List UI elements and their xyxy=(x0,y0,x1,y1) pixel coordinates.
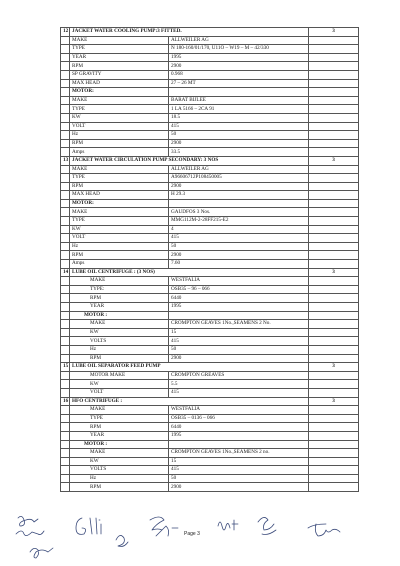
section-header-row xyxy=(61,28,359,37)
spec-value: 0.968 xyxy=(169,70,309,79)
spec-row-index-cell xyxy=(61,225,70,234)
spec-row-index-cell xyxy=(61,208,70,217)
spec-qty-cell xyxy=(309,466,359,475)
spec-row xyxy=(61,449,359,458)
spec-label: KW xyxy=(70,328,169,337)
spec-row-index-cell xyxy=(61,345,70,354)
spec-label: SP GRAVITY xyxy=(70,70,169,79)
spec-row-index-cell xyxy=(61,457,70,466)
section-quantity: 3 xyxy=(309,268,359,277)
spec-qty-cell xyxy=(309,217,359,226)
spec-label: RPM xyxy=(70,62,169,71)
spec-label: MAKE xyxy=(70,36,169,45)
spec-qty-cell xyxy=(309,423,359,432)
spec-qty-cell xyxy=(309,285,359,294)
spec-row xyxy=(61,242,359,251)
spec-row-index-cell xyxy=(61,440,70,449)
spec-value: CROMPTON GREAVES xyxy=(169,371,309,380)
spec-qty-cell xyxy=(309,122,359,131)
spec-value: 50 xyxy=(169,242,309,251)
spec-label: TYPE xyxy=(70,174,169,183)
spec-row xyxy=(61,251,359,260)
spec-label: RPM xyxy=(70,423,169,432)
spec-label: KW xyxy=(70,380,169,389)
spec-label: TYPE xyxy=(70,105,169,114)
spec-qty-cell xyxy=(309,70,359,79)
spec-label: RPM xyxy=(70,182,169,191)
spec-row xyxy=(61,70,359,79)
spec-qty-cell xyxy=(309,345,359,354)
spec-label: TYPE xyxy=(70,414,169,423)
spec-qty-cell xyxy=(309,191,359,200)
spec-value: 18.5 xyxy=(169,113,309,122)
spec-value: OSB35 – 0136 – 066 xyxy=(169,414,309,423)
spec-qty-cell xyxy=(309,182,359,191)
spec-row-index-cell xyxy=(61,294,70,303)
spec-row xyxy=(61,53,359,62)
spec-row-index-cell xyxy=(61,431,70,440)
spec-value-empty xyxy=(169,440,309,449)
spec-row xyxy=(61,131,359,140)
spec-label: MAKE xyxy=(70,277,169,286)
spec-value: 4 xyxy=(169,225,309,234)
spec-label: MAX HEAD xyxy=(70,79,169,88)
spec-row xyxy=(61,174,359,183)
spec-row xyxy=(61,483,359,492)
spec-qty-cell xyxy=(309,113,359,122)
spec-value: 33.5 xyxy=(169,148,309,157)
spec-label: YEAR xyxy=(70,431,169,440)
spec-value-empty xyxy=(169,199,309,208)
spec-value: H 29.3 xyxy=(169,191,309,200)
spec-value: 1995 xyxy=(169,303,309,312)
spec-row xyxy=(61,217,359,226)
spec-row-index-cell xyxy=(61,131,70,140)
spec-qty-cell xyxy=(309,431,359,440)
spec-label: VOLT xyxy=(70,122,169,131)
spec-row-index-cell xyxy=(61,406,70,415)
spec-row xyxy=(61,113,359,122)
spec-row xyxy=(61,414,359,423)
signatures-graphic xyxy=(0,512,400,566)
spec-qty-cell xyxy=(309,371,359,380)
spec-row xyxy=(61,79,359,88)
section-title: JACKET WATER CIRCULATION PUMP SECONDARY: 3 NOS xyxy=(70,156,309,165)
spec-row xyxy=(61,96,359,105)
spec-qty-cell xyxy=(309,320,359,329)
spec-row xyxy=(61,466,359,475)
spec-label: RPM xyxy=(70,354,169,363)
spec-value: 7.60 xyxy=(169,260,309,269)
spec-row-index-cell xyxy=(61,62,70,71)
spec-value: 2900 xyxy=(169,483,309,492)
spec-value: CROMPTON GEAVES 1No.,SEAMENS 2 No. xyxy=(169,320,309,329)
section-number: 16 xyxy=(61,397,70,406)
spec-label: KW xyxy=(70,225,169,234)
spec-row xyxy=(61,474,359,483)
spec-value: 50 xyxy=(169,345,309,354)
motor-subheader: MOTOR: xyxy=(70,199,169,208)
section-header-row xyxy=(61,363,359,372)
spec-label: VOLTS xyxy=(70,337,169,346)
section-quantity: 3 xyxy=(309,397,359,406)
spec-qty-cell xyxy=(309,208,359,217)
spec-qty-cell xyxy=(309,474,359,483)
spec-value: ALLWEILER AG xyxy=(169,36,309,45)
signature-7 xyxy=(218,520,238,530)
spec-label: Hz xyxy=(70,131,169,140)
spec-qty-cell xyxy=(309,148,359,157)
spec-row-index-cell xyxy=(61,337,70,346)
spec-row-index-cell xyxy=(61,423,70,432)
spec-row xyxy=(61,148,359,157)
section-quantity: 3 xyxy=(309,28,359,37)
spec-row xyxy=(61,303,359,312)
spec-value: 2900 xyxy=(169,251,309,260)
spec-row-index-cell xyxy=(61,242,70,251)
spec-row xyxy=(61,36,359,45)
spec-value: BARAT BIJLEE xyxy=(169,96,309,105)
spec-value: A96606712P108450005 xyxy=(169,174,309,183)
spec-qty-cell xyxy=(309,251,359,260)
signature-2 xyxy=(16,531,44,536)
spec-qty-cell xyxy=(309,45,359,54)
motor-subheader: MOTOR : xyxy=(70,311,169,320)
spec-row-index-cell xyxy=(61,285,70,294)
spec-row-index-cell xyxy=(61,45,70,54)
spec-row-index-cell xyxy=(61,36,70,45)
spec-label: MAKE xyxy=(70,406,169,415)
spec-label: YEAR xyxy=(70,53,169,62)
motor-subheader-row xyxy=(61,440,359,449)
signature-9 xyxy=(308,524,340,536)
signature-5 xyxy=(116,535,128,546)
spec-label: MAKE xyxy=(70,449,169,458)
spec-qty-cell xyxy=(309,303,359,312)
spec-value: 1995 xyxy=(169,53,309,62)
spec-row-index-cell xyxy=(61,449,70,458)
spec-qty-cell xyxy=(309,242,359,251)
spec-qty-cell xyxy=(309,483,359,492)
spec-qty-cell xyxy=(309,414,359,423)
spec-row xyxy=(61,139,359,148)
motor-subheader: MOTOR: xyxy=(70,88,169,97)
spec-value: MMG112M-2-28FF215-E2 xyxy=(169,217,309,226)
signature-4 xyxy=(76,518,101,534)
spec-row-index-cell xyxy=(61,79,70,88)
spec-qty-cell xyxy=(309,79,359,88)
spec-row-index-cell xyxy=(61,139,70,148)
spec-row-index-cell xyxy=(61,311,70,320)
spec-row-index-cell xyxy=(61,371,70,380)
spec-value: 2900 xyxy=(169,182,309,191)
section-title: HFO CENTRIFUGE : xyxy=(70,397,309,406)
spec-row-index-cell xyxy=(61,199,70,208)
spec-value: WESTFALIA xyxy=(169,406,309,415)
spec-value: 50 xyxy=(169,474,309,483)
spec-label: MOTOR MAKE xyxy=(70,371,169,380)
spec-row xyxy=(61,294,359,303)
spec-row-index-cell xyxy=(61,191,70,200)
spec-row-index-cell xyxy=(61,483,70,492)
spec-value: 1 LA 5166 – 2CA 91 xyxy=(169,105,309,114)
spec-value: 415 xyxy=(169,122,309,131)
spec-row xyxy=(61,320,359,329)
section-number: 12 xyxy=(61,28,70,37)
spec-row xyxy=(61,285,359,294)
spec-qty-cell xyxy=(309,199,359,208)
spec-label: TYPE: xyxy=(70,285,169,294)
spec-value: 415 xyxy=(169,388,309,397)
section-title: JACKET WATER COOLING PUMP:3 FITTED. xyxy=(70,28,309,37)
spec-row-index-cell xyxy=(61,354,70,363)
spec-qty-cell xyxy=(309,174,359,183)
spec-row-index-cell xyxy=(61,113,70,122)
spec-row-index-cell xyxy=(61,474,70,483)
section-title: LUBE OIL SEPARATOR FEED PUMP xyxy=(70,363,309,372)
spec-qty-cell xyxy=(309,260,359,269)
spec-row xyxy=(61,191,359,200)
spec-value: 415 xyxy=(169,337,309,346)
spec-label: TYPE xyxy=(70,45,169,54)
signature-footer xyxy=(0,512,400,566)
spec-row-index-cell xyxy=(61,320,70,329)
section-number: 15 xyxy=(61,363,70,372)
spec-row-index-cell xyxy=(61,96,70,105)
spec-label: RPM xyxy=(70,294,169,303)
spec-row xyxy=(61,234,359,243)
spec-qty-cell xyxy=(309,53,359,62)
spec-qty-cell xyxy=(309,294,359,303)
spec-row xyxy=(61,457,359,466)
spec-label: VOLT xyxy=(70,234,169,243)
spec-label: KW xyxy=(70,113,169,122)
spec-row xyxy=(61,345,359,354)
spec-row-index-cell xyxy=(61,251,70,260)
spec-qty-cell xyxy=(309,88,359,97)
spec-qty-cell xyxy=(309,96,359,105)
spec-qty-cell xyxy=(309,337,359,346)
spec-label: MAKE xyxy=(70,96,169,105)
spec-row xyxy=(61,328,359,337)
spec-row-index-cell xyxy=(61,88,70,97)
motor-subheader-row xyxy=(61,88,359,97)
spec-value: 5.5 xyxy=(169,380,309,389)
spec-value: 6440 xyxy=(169,294,309,303)
motor-subheader: MOTOR : xyxy=(70,440,169,449)
spec-row xyxy=(61,45,359,54)
section-number: 14 xyxy=(61,268,70,277)
spec-row xyxy=(61,431,359,440)
spec-row-index-cell xyxy=(61,303,70,312)
signature-6 xyxy=(150,517,178,536)
section-header-row xyxy=(61,268,359,277)
spec-row-index-cell xyxy=(61,260,70,269)
spec-label: Amps xyxy=(70,260,169,269)
spec-qty-cell xyxy=(309,449,359,458)
spec-value: GAUDFOS 3 Nos. xyxy=(169,208,309,217)
spec-row-index-cell xyxy=(61,234,70,243)
spec-value: 15 xyxy=(169,328,309,337)
section-quantity: 3 xyxy=(309,156,359,165)
spec-label: Hz xyxy=(70,345,169,354)
spec-row xyxy=(61,337,359,346)
spec-row xyxy=(61,62,359,71)
spec-label: MAX HEAD xyxy=(70,191,169,200)
spec-label: RPM xyxy=(70,251,169,260)
spec-qty-cell xyxy=(309,234,359,243)
spec-value: N 180-160/01/170, U11O – W19 – M – 42/330 xyxy=(169,45,309,54)
spec-row xyxy=(61,371,359,380)
spec-row xyxy=(61,277,359,286)
spec-value: CROMPTON GEAVES 1No.,SEAMENS 2 no. xyxy=(169,449,309,458)
spec-label: RPM xyxy=(70,139,169,148)
spec-qty-cell xyxy=(309,406,359,415)
spec-row xyxy=(61,208,359,217)
spec-value: 27 – 26 MT xyxy=(169,79,309,88)
spec-row xyxy=(61,165,359,174)
spec-qty-cell xyxy=(309,105,359,114)
spec-row-index-cell xyxy=(61,217,70,226)
spec-label: MAKE xyxy=(70,320,169,329)
section-header-row xyxy=(61,156,359,165)
spec-value: 15 xyxy=(169,457,309,466)
spec-row-index-cell xyxy=(61,182,70,191)
spec-qty-cell xyxy=(309,62,359,71)
spec-row xyxy=(61,388,359,397)
section-number: 13 xyxy=(61,156,70,165)
spec-label: YEAR xyxy=(70,303,169,312)
spec-row xyxy=(61,105,359,114)
spec-label: MAKE xyxy=(70,208,169,217)
spec-value: OSB35 – 96 – 066 xyxy=(169,285,309,294)
section-title: LUBE OIL CENTRIFUGE : (3 NOS) xyxy=(70,268,309,277)
spec-value-empty xyxy=(169,88,309,97)
spec-row xyxy=(61,354,359,363)
spec-row-index-cell xyxy=(61,174,70,183)
spec-row-index-cell xyxy=(61,277,70,286)
spec-qty-cell xyxy=(309,354,359,363)
spec-value: 415 xyxy=(169,234,309,243)
spec-value: WESTFALIA xyxy=(169,277,309,286)
spec-row-index-cell xyxy=(61,388,70,397)
spec-value: 6440 xyxy=(169,423,309,432)
spec-row-index-cell xyxy=(61,148,70,157)
signature-1 xyxy=(18,516,38,526)
spec-qty-cell xyxy=(309,225,359,234)
spec-label: TYPE xyxy=(70,217,169,226)
signature-3 xyxy=(30,548,53,558)
spec-row-index-cell xyxy=(61,328,70,337)
spec-row-index-cell xyxy=(61,414,70,423)
spec-label: Hz xyxy=(70,242,169,251)
signature-8 xyxy=(258,517,276,534)
spec-qty-cell xyxy=(309,457,359,466)
spec-value: 2900 xyxy=(169,354,309,363)
spec-row xyxy=(61,260,359,269)
equipment-spec-table xyxy=(60,27,359,492)
spec-row-index-cell xyxy=(61,70,70,79)
spec-row-index-cell xyxy=(61,380,70,389)
motor-subheader-row xyxy=(61,311,359,320)
spec-label: VOLT xyxy=(70,388,169,397)
spec-row-index-cell xyxy=(61,122,70,131)
spec-row xyxy=(61,406,359,415)
spec-qty-cell xyxy=(309,131,359,140)
spec-value-empty xyxy=(169,311,309,320)
spec-qty-cell xyxy=(309,311,359,320)
spec-label: MAKE xyxy=(70,165,169,174)
spec-qty-cell xyxy=(309,388,359,397)
spec-qty-cell xyxy=(309,165,359,174)
spec-qty-cell xyxy=(309,328,359,337)
section-header-row xyxy=(61,397,359,406)
spec-row-index-cell xyxy=(61,105,70,114)
spec-label: VOLTS xyxy=(70,466,169,475)
spec-row xyxy=(61,182,359,191)
spec-value: ALLWEILER AG xyxy=(169,165,309,174)
spec-qty-cell xyxy=(309,440,359,449)
spec-row-index-cell xyxy=(61,466,70,475)
spec-label: RPM xyxy=(70,483,169,492)
spec-row xyxy=(61,225,359,234)
spec-qty-cell xyxy=(309,36,359,45)
spec-row-index-cell xyxy=(61,53,70,62)
spec-label: Amps xyxy=(70,148,169,157)
page-number: Page 3 xyxy=(184,531,200,537)
spec-row xyxy=(61,423,359,432)
spec-value: 2900 xyxy=(169,62,309,71)
spec-row-index-cell xyxy=(61,165,70,174)
motor-subheader-row xyxy=(61,199,359,208)
spec-value: 1995 xyxy=(169,431,309,440)
spec-row xyxy=(61,380,359,389)
spec-qty-cell xyxy=(309,380,359,389)
spec-qty-cell xyxy=(309,139,359,148)
section-quantity: 3 xyxy=(309,363,359,372)
spec-value: 415 xyxy=(169,466,309,475)
spec-label: Hz xyxy=(70,474,169,483)
spec-value: 50 xyxy=(169,131,309,140)
spec-row xyxy=(61,122,359,131)
spec-qty-cell xyxy=(309,277,359,286)
spec-value: 2900 xyxy=(169,139,309,148)
spec-label: KW xyxy=(70,457,169,466)
